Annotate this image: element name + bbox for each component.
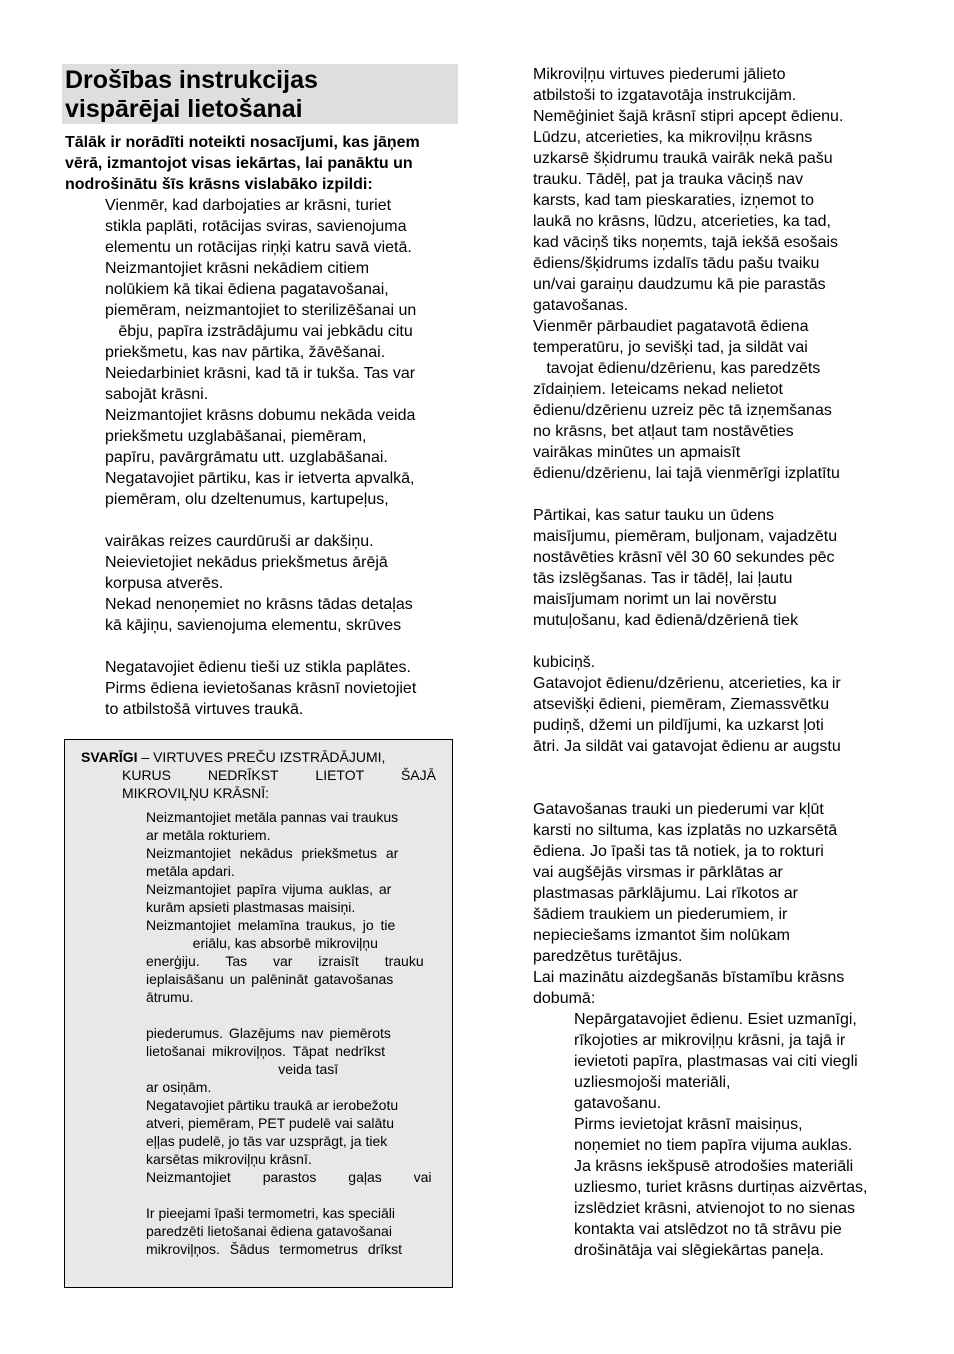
text-line: priekšmetu uzglabāšanai, piemēram,: [105, 428, 367, 445]
text-line: noņemiet no tiem papīra vijuma auklas.: [574, 1137, 853, 1154]
text-line: ēdienu/dzērienu, lai tajā vienmērīgi izplatītu: [533, 465, 840, 482]
notice-line: piederumus. Glazējums nav piemērots: [146, 1025, 391, 1041]
text-line: maisījumam norimt un lai novērstu: [533, 591, 777, 608]
text-line: gatavošanu.: [574, 1095, 662, 1112]
notice-line: enerģiju. Tas var izraisīt trauku: [146, 953, 424, 969]
text-line: drošinātāja vai slēgiekārtas paneļa.: [574, 1242, 824, 1259]
text-line: nepieciešams izmantot šim nolūkam: [533, 927, 790, 944]
notice-line: Neizmantojiet parastos gaļas vai: [146, 1169, 432, 1185]
text-line: papīru, pavārgrāmatu utt. uzglabāšanai.: [105, 449, 388, 466]
notice-line: ar osiņām.: [146, 1079, 212, 1095]
blank-line: [146, 1186, 436, 1204]
intro-line: vērā, izmantojot visas iekārtas, lai panāktu un: [65, 155, 413, 172]
text-line: Pārtikai, kas satur tauku un ūdens: [533, 507, 775, 524]
text-line: piemēram, neizmantojiet to sterilizēšanai un: [105, 302, 417, 319]
text-line: maisījumu, piemēram, buljonam, vajadzētu: [533, 528, 838, 545]
text-line: no krāsns, bet atļaut tam nostāvēties: [533, 423, 794, 440]
text-line: paredzētus turētājus.: [533, 948, 683, 965]
text-line: Mikroviļņu virtuves piederumi jālieto: [533, 66, 786, 83]
text-line: atsevišķi ēdieni, piemēram, Ziemassvētku: [533, 696, 830, 713]
text-line: trauku. Tādēļ, pat ja trauka vāciņš nav: [533, 171, 804, 188]
text-line: ēbju, papīra izstrādājumu vai jebkādu citu: [105, 323, 413, 340]
right-column: [533, 64, 895, 1261]
notice-line: eriālu, kas absorbē mikroviļņu: [146, 935, 378, 951]
text-line: Nekad nenoņemiet no krāsns tādas detaļas: [105, 596, 413, 613]
text-line: kontakta vai atslēdzot no tā strāvu pie: [574, 1221, 842, 1238]
left-instructions: [105, 195, 464, 720]
text-line: uzliesmojoši materiāli,: [574, 1074, 731, 1091]
blank-line: [533, 631, 895, 652]
text-line: vai augšējās virsmas ir pārklātas ar: [533, 864, 783, 881]
notice-header-line: MIKROVIĻŅU KRĀSNĪ:: [122, 785, 270, 801]
text-line: Neizmantojiet krāsns dobumu nekāda veida: [105, 407, 416, 424]
notice-line: ieplaisāšanu un palēnināt gatavošanas: [146, 971, 394, 987]
text-line: dobumā:: [533, 990, 596, 1007]
text-line: Negatavojiet ēdienu tieši uz stikla paplātes.: [105, 659, 411, 676]
text-line: rīkojoties ar mikroviļņu krāsni, ja tajā ir: [574, 1032, 846, 1049]
text-line: Nemēģiniet šajā krāsnī stipri apcept ēdienu.: [533, 108, 844, 125]
text-line: Lai mazinātu aizdegšanās bīstamību krāsns: [533, 969, 845, 986]
notice-line: ātrumu.: [146, 989, 194, 1005]
text-line: Pirms ēdiena ievietošanas krāsnī novietojiet: [105, 680, 417, 697]
notice-line: atveri, piemēram, PET pudelē vai salātu: [146, 1115, 394, 1131]
blank-line: [533, 484, 895, 505]
text-line: nostāvēties krāsnī vēl 30 60 sekundes pēc: [533, 549, 835, 566]
blank-line: [533, 757, 895, 778]
text-line: tās izslēgšanas. Tas ir tādēļ, lai ļautu: [533, 570, 793, 587]
text-line: izslēdziet krāsni, atvienojot to no sienas: [574, 1200, 856, 1217]
text-line: ievietoti papīra, plastmasas vai citi viegli: [574, 1053, 858, 1070]
text-line: Neiedarbiniet krāsni, kad tā ir tukša. Tas var: [105, 365, 416, 382]
notice-line: Neizmantojiet papīra vijuma auklas, ar: [146, 881, 392, 897]
text-line: ēdiens/šķidrums izdalīs tādu pašu tvaiku: [533, 255, 820, 272]
text-line: nolūkiem kā tikai ēdiena pagatavošanai,: [105, 281, 389, 298]
intro-line: nodrošinātu šīs krāsns vislabāko izpildi:: [65, 176, 373, 193]
text-line: priekšmetu, kas nav pārtika, žāvēšanai.: [105, 344, 386, 361]
notice-line: Neizmantojiet melamīna traukus, jo tie: [146, 917, 396, 933]
blank-line: [146, 1006, 436, 1024]
notice-header-text: – VIRTUVES PREČU IZSTRĀDĀJUMI,: [137, 749, 386, 765]
notice-header-line: [81, 748, 436, 766]
text-line: stikla paplāti, rotācijas sviras, savienojuma: [105, 218, 407, 235]
text-line: pudiņš, džemi un pildījumi, ka uzkarst ļoti: [533, 717, 824, 734]
intro-paragraph: [65, 132, 464, 195]
notice-items: [146, 808, 436, 1258]
text-line: Pirms ievietojat krāsnī maisiņus,: [574, 1116, 803, 1133]
text-line: uzliesmo, turiet krāsns durtiņas aizvērtas,: [574, 1179, 868, 1196]
text-line: un/vai garaiņu daudzumu kā pie parastās: [533, 276, 826, 293]
text-line: Vienmēr pārbaudiet pagatavotā ēdiena: [533, 318, 809, 335]
notice-header: [81, 748, 436, 802]
text-line: Nepārgatavojiet ēdienu. Esiet uzmanīgi,: [574, 1011, 857, 1028]
text-line: uzkarsē šķidrumu traukā vairāk nekā pašu: [533, 150, 833, 167]
text-line: zīdaiņiem. Ieteicams nekad nelietot: [533, 381, 783, 398]
text-line: kā kājiņu, savienojuma elementu, skrūves: [105, 617, 402, 634]
notice-line: Ir pieejami īpaši termometri, kas speciāli: [146, 1205, 395, 1221]
left-column: [62, 64, 464, 720]
text-line: to atbilstošā virtuves traukā.: [105, 701, 304, 718]
notice-header-line: KURUS NEDRĪKST LIETOT ŠAJĀ: [122, 767, 436, 783]
text-line: Ja krāsns iekšpusē atrodošies materiāli: [574, 1158, 854, 1175]
text-line: ēdiena. Jo īpaši tas tā notiek, ja to rokturi: [533, 843, 824, 860]
text-line: sabojāt krāsni.: [105, 386, 209, 403]
intro-line: Tālāk ir norādīti noteikti nosacījumi, kas jāņem: [65, 134, 420, 151]
title-line: vispārējai lietošanai: [65, 95, 303, 123]
notice-line: Neizmantojiet metāla pannas vai traukus: [146, 809, 399, 825]
important-notice-box: [64, 739, 453, 1288]
notice-line: lietošanai mikroviļņos. Tāpat nedrīkst: [146, 1043, 386, 1059]
text-line: Gatavošanas trauki un piederumi var kļūt: [533, 801, 824, 818]
notice-label: SVARĪGI: [81, 749, 138, 765]
notice-line: veida tasī: [146, 1061, 339, 1077]
text-line: ēdienu/dzērienu uzreiz pēc tā izņemšanas: [533, 402, 832, 419]
text-line: atbilstoši to izgatavotāja instrukcijām.: [533, 87, 797, 104]
notice-line: kurām apsieti plastmasas maisiņi.: [146, 899, 356, 915]
text-line: vairākas minūtes un apmaisīt: [533, 444, 741, 461]
text-line: plastmasas pārklājumu. Lai rīkotos ar: [533, 885, 798, 902]
text-line: gatavošanas.: [533, 297, 629, 314]
blank-line: [105, 636, 464, 657]
text-line: Negatavojiet pārtiku, kas ir ietverta apvalkā,: [105, 470, 415, 487]
notice-line: Negatavojiet pārtiku traukā ar ierobežotu: [146, 1097, 399, 1113]
notice-line: karsētas mikroviļņu krāsnī.: [146, 1151, 312, 1167]
fire-safety-list: [574, 1009, 895, 1261]
text-line: kubiciņš.: [533, 654, 596, 671]
text-line: karsti no siltuma, kas izplatās no uzkarsētā: [533, 822, 838, 839]
text-line: Neizmantojiet krāsni nekādiem citiem: [105, 260, 370, 277]
text-line: Vienmēr, kad darbojaties ar krāsni, turiet: [105, 197, 392, 214]
section-title: [65, 66, 455, 124]
text-line: mutuļošanu, kad ēdienā/dzērienā tiek: [533, 612, 799, 629]
notice-line: eļļas pudelē, jo tās var uzsprāgt, ja tiek: [146, 1133, 388, 1149]
text-line: Gatavojot ēdienu/dzērienu, atcerieties, ka ir: [533, 675, 841, 692]
text-line: laukā no krāsns, lūdzu, atcerieties, ka tad,: [533, 213, 831, 230]
notice-line: ar metāla rokturiem.: [146, 827, 271, 843]
notice-line: metāla apdari.: [146, 863, 235, 879]
notice-line: mikroviļņos. Šādus termometrus drīkst: [146, 1241, 403, 1257]
notice-line: paredzēti lietošanai ēdiena gatavošanai: [146, 1223, 392, 1239]
text-line: kad vāciņš tiks noņemts, tajā iekšā esošais: [533, 234, 839, 251]
text-line: temperatūru, jo sevišķi tad, ja sildāt vai: [533, 339, 808, 356]
text-line: šādiem traukiem un piederumiem, ir: [533, 906, 788, 923]
text-line: karsts, kad tam pieskaraties, izņemot to: [533, 192, 814, 209]
blank-line: [105, 510, 464, 531]
text-line: Lūdzu, atcerieties, ka mikroviļņu krāsns: [533, 129, 813, 146]
text-line: elementu un rotācijas riņķi katru savā vietā.: [105, 239, 412, 256]
text-line: Neievietojiet nekādus priekšmetus ārējā: [105, 554, 388, 571]
text-line: ātri. Ja sildāt vai gatavojat ēdienu ar augstu: [533, 738, 841, 755]
text-line: tavojat ēdienu/dzērienu, kas paredzēts: [533, 360, 821, 377]
notice-line: Neizmantojiet nekādus priekšmetus ar: [146, 845, 399, 861]
text-line: vairākas reizes caurdūruši ar dakšiņu.: [105, 533, 374, 550]
title-line: Drošības instrukcijas: [65, 66, 318, 94]
section-title-box: [62, 64, 458, 124]
blank-line: [533, 778, 895, 799]
text-line: piemēram, olu dzeltenumus, kartupeļus,: [105, 491, 389, 508]
text-line: korpusa atverēs.: [105, 575, 224, 592]
